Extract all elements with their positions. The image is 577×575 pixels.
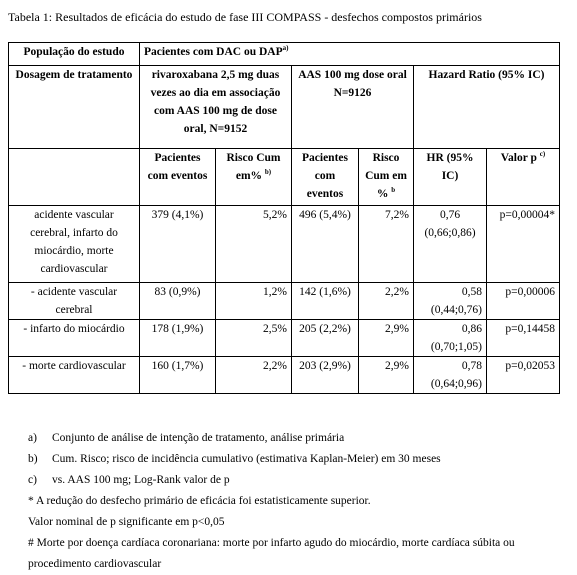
arm1-risk: 2,5% [216, 320, 292, 357]
hr-value: 0,78 [461, 360, 482, 372]
hr-ci: (0,44;0,76) [430, 304, 482, 316]
arm1-events: 379 (4,1%) [140, 206, 216, 283]
hr-cell [414, 357, 487, 394]
arm2-risk: 2,2% [359, 283, 414, 320]
col-risk-sup: b) [264, 168, 272, 177]
hr-cell [414, 206, 487, 283]
outcome-cell: acidente vascular cerebral, infarto do miocárdio, morte cardiovascular [9, 206, 140, 283]
arm2-risk: 2,9% [359, 357, 414, 394]
arm2-risk: 2,9% [359, 320, 414, 357]
outcome-cell: - infarto do miocárdio [9, 320, 140, 357]
col-risk-text: Risco Cum em% [226, 152, 281, 182]
footnote-b [28, 449, 441, 470]
footnote-text: Conjunto de análise de intenção de tratamento, análise primária [52, 432, 345, 444]
dosage-label: Dosagem de tratamento [9, 66, 140, 149]
arm1-events: 83 (0,9%) [140, 283, 216, 320]
col-patients: Pacientes com eventos [140, 149, 216, 206]
population-label: População do estudo [9, 43, 140, 66]
arm1-header: rivaroxabana 2,5 mg duas vezes ao dia em associação com AAS 100 mg de dose oral, N=9152 [140, 66, 292, 149]
note-nominal-p: Valor nominal de p significante em p<0,05 [28, 516, 225, 528]
note-superiority: * A redução do desfecho primário de eficácia foi estatisticamente superior. [28, 495, 371, 507]
footnote-marker: a) [28, 432, 37, 444]
hr-cell [414, 320, 487, 357]
results-table [8, 42, 560, 394]
hr-split [418, 283, 482, 319]
arm1-events: 178 (1,9%) [140, 320, 216, 357]
footnote-marker: c) [28, 474, 37, 486]
footnote-text: vs. AAS 100 mg; Log-Rank valor de p [52, 474, 230, 486]
p-value: p=0,00004* [487, 206, 560, 283]
col-risk2-text: Risco Cum em % [365, 152, 407, 200]
arm2-risk: 7,2% [359, 206, 414, 283]
hr-value: 0,58 [461, 286, 482, 298]
col-p-text: Valor p [500, 152, 537, 164]
hr-header: Hazard Ratio (95% IC) [414, 66, 560, 149]
hr-ci: (0,64;0,96) [430, 378, 482, 390]
table-caption: Tabela 1: Resultados de eficácia do estudo de fase III COMPASS - desfechos compostos primários [8, 10, 482, 24]
header-row-dosage [9, 66, 560, 149]
arm1-risk: 1,2% [216, 283, 292, 320]
footnote-text: Cum. Risco; risco de incidência cumulativo (estimativa Kaplan-Meier) em 30 meses [52, 453, 441, 465]
hr-ci: (0,70;1,05) [430, 341, 482, 353]
col-risk [216, 149, 292, 206]
table-row [9, 320, 560, 357]
empty-header-cell [9, 149, 140, 206]
hr-value: 0,86 [461, 323, 482, 335]
p-value: p=0,14458 [487, 320, 560, 357]
arm2-events: 205 (2,2%) [292, 320, 359, 357]
header-row-columns [9, 149, 560, 206]
footnote-marker: b) [28, 453, 38, 465]
arm1-risk: 5,2% [216, 206, 292, 283]
outcome-cell: - morte cardiovascular [9, 357, 140, 394]
footnote-a [28, 428, 441, 449]
col-p-sup: c) [539, 150, 546, 159]
hr-split [418, 357, 482, 393]
table-row [9, 283, 560, 320]
col-patients2: Pacientes com eventos [292, 149, 359, 206]
note-chd-death: # Morte por doença cardíaca coronariana: morte por infarto agudo do miocárdio, morte cardíaca súbita ou procedimento cardiovascular [28, 537, 515, 570]
population-sup: a) [282, 44, 289, 53]
table-row [9, 206, 560, 283]
p-value: p=0,00006 [487, 283, 560, 320]
table-row [9, 357, 560, 394]
footnotes-list [28, 428, 441, 491]
hr-value: 0,76 [439, 209, 461, 221]
col-hr: HR (95% IC) [414, 149, 487, 206]
hr-ci: (0,66;0,86) [424, 227, 476, 239]
arm2-header: AAS 100 mg dose oral N=9126 [292, 66, 414, 149]
col-p [487, 149, 560, 206]
hr-split [418, 320, 482, 356]
outcome-cell: - acidente vascular cerebral [9, 283, 140, 320]
arm2-events: 142 (1,6%) [292, 283, 359, 320]
col-risk2 [359, 149, 414, 206]
notes-block [28, 491, 548, 575]
col-risk2-sup: b [391, 186, 396, 195]
population-value [140, 43, 560, 66]
arm1-events: 160 (1,7%) [140, 357, 216, 394]
arm2-events: 203 (2,9%) [292, 357, 359, 394]
arm2-events: 496 (5,4%) [292, 206, 359, 283]
arm1-risk: 2,2% [216, 357, 292, 394]
population-value-text: Pacientes com DAC ou DAP [144, 46, 283, 58]
footnote-c [28, 470, 441, 491]
hr-cell [414, 283, 487, 320]
header-row-population [9, 43, 560, 66]
p-value: p=0,02053 [487, 357, 560, 394]
hr-split [418, 206, 482, 242]
